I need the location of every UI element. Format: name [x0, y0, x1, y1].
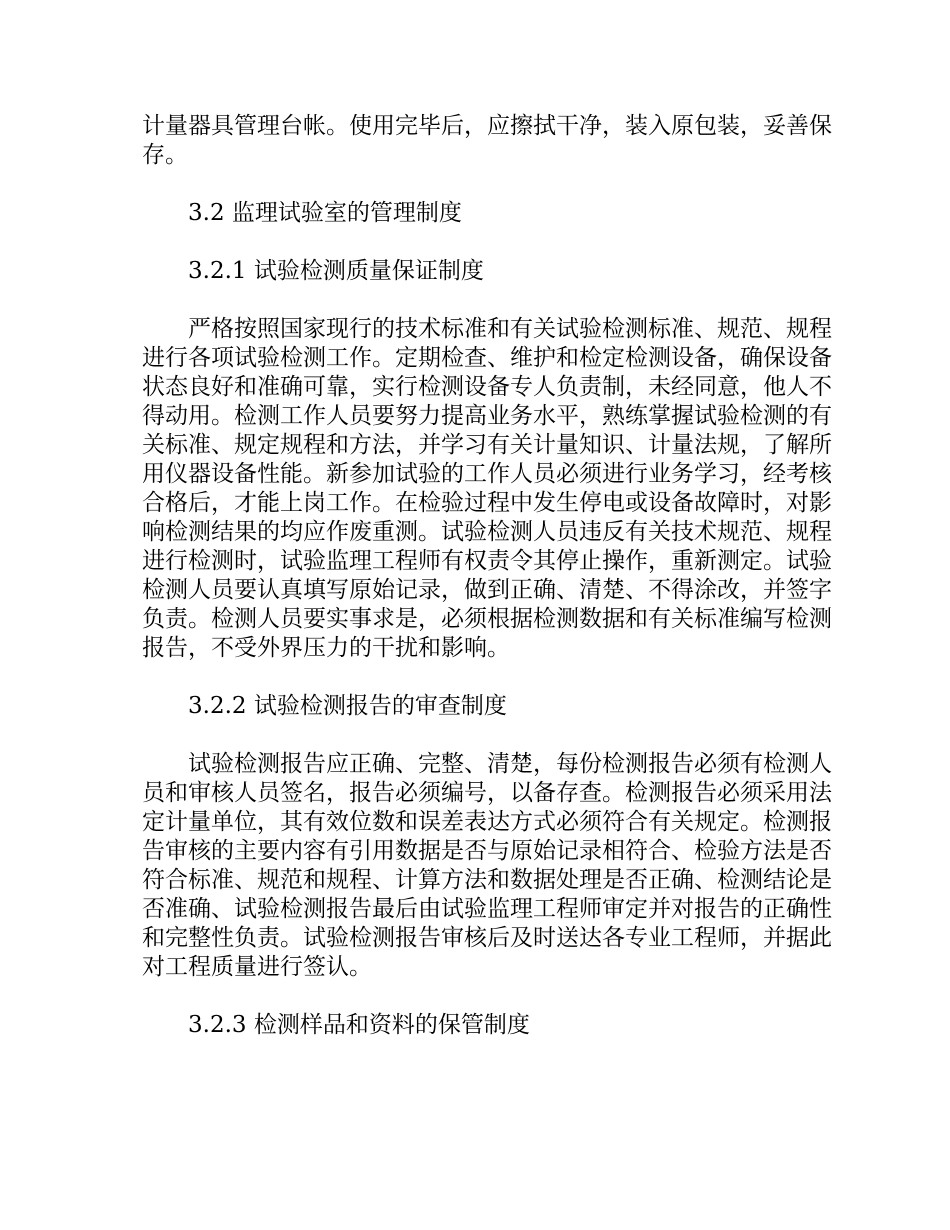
- spacer: [142, 286, 832, 315]
- spacer: [142, 721, 832, 750]
- spacer: [142, 663, 832, 692]
- paragraph-3-2-2: 试验检测报告应正确、完整、清楚，每份检测报告必须有检测人员和审核人员签名，报告必须编号，以备存查。检测报告必须采用法定计量单位，其有效位数和误差表达方式必须符合有关规定。检测报告审核的主要内容有引用数据是否与原始记录相符合、检验方法是否符合标准、规范和规程、计算方法和数据处理是否正确、检测结论是否准确、试验检测报告最后由试验监理工程师审定并对报告的正确性和完整性负责。试验检测报告审核后及时送达各专业工程师，并据此对工程质量进行签认。: [142, 751, 832, 980]
- spacer: [142, 170, 832, 199]
- section-heading-3-2-2: 3.2.2 试验检测报告的审查制度: [188, 693, 507, 719]
- document-body: [142, 112, 832, 1040]
- spacer: [142, 982, 832, 1011]
- section-heading-3-2-3: 3.2.3 检测样品和资料的保管制度: [188, 1012, 530, 1038]
- section-heading-3-2-1: 3.2.1 试验检测质量保证制度: [188, 258, 484, 284]
- section-heading-3-2: 3.2 监理试验室的管理制度: [188, 200, 462, 226]
- continuation-paragraph: 计量器具管理台帐。使用完毕后，应擦拭干净，装入原包装，妥善保存。: [142, 113, 832, 168]
- paragraph-3-2-1: 严格按照国家现行的技术标准和有关试验检测标准、规范、规程进行各项试验检测工作。定期检查、维护和检定检测设备，确保设备状态良好和准确可靠，实行检测设备专人负责制，未经同意，他人不得动用。检测工作人员要努力提高业务水平，熟练掌握试验检测的有关标准、规定规程和方法，并学习有关计量知识、计量法规，了解所用仪器设备性能。新参加试验的工作人员必须进行业务学习，经考核合格后，才能上岗工作。在检验过程中发生停电或设备故障时，对影响检测结果的均应作废重测。试验检测人员违反有关技术规范、规程进行检测时，试验监理工程师有权责令其停止操作，重新测定。试验检测人员要认真填写原始记录，做到正确、清楚、不得涂改，并签字负责。检测人员要实事求是，必须根据检测数据和有关标准编写检测报告，不受外界压力的干扰和影响。: [142, 316, 832, 661]
- spacer: [142, 228, 832, 257]
